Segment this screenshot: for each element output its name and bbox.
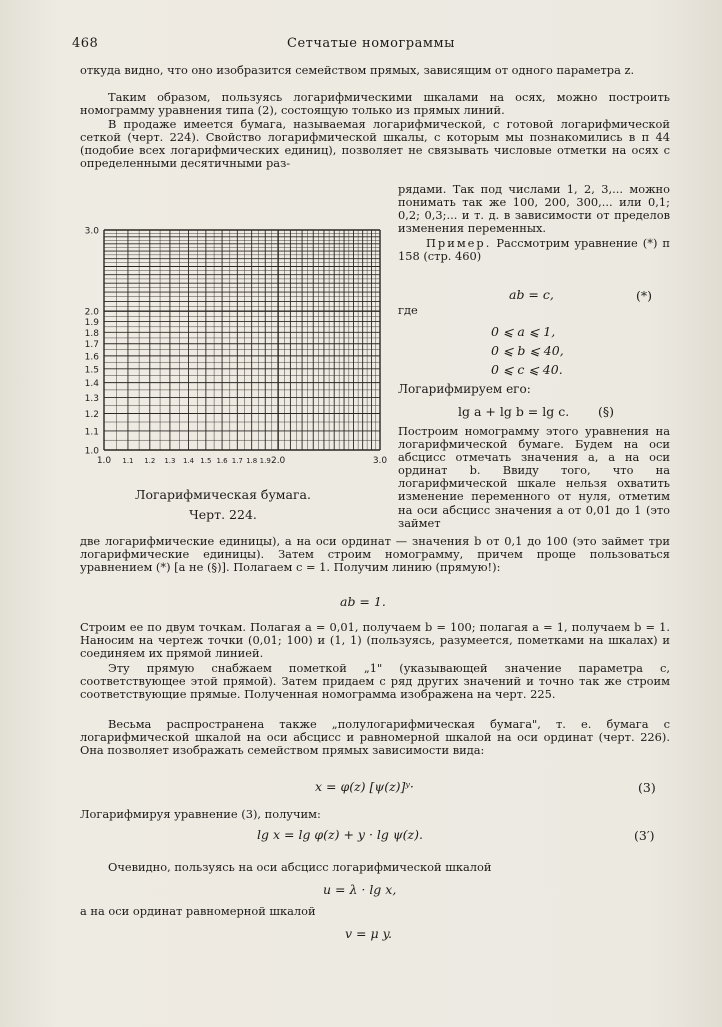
example-word: Пример.: [426, 236, 492, 250]
log-grid: [104, 230, 380, 450]
y-tick-label: 3.0: [84, 226, 99, 237]
y-tick-label: 1.8: [84, 328, 99, 339]
x-tick-labels: [97, 456, 388, 466]
inequality-c: 0 ⩽ c ⩽ 40.: [491, 362, 563, 377]
x-tick-label: 1.4: [182, 457, 195, 465]
y-tick-label: 1.1: [84, 427, 99, 438]
paragraph-8: Логарифмируя уравнение (3), получим:: [80, 807, 321, 821]
y-tick-label: 1.7: [84, 340, 99, 351]
log-intro: Логарифмируем его:: [398, 382, 531, 396]
paragraph-3: В продаже имеется бумага, называемая логарифмической, с готовой логарифмической сеткой (черт. 224). Свойство логарифмической шкалы, с которым мы познакомились в п 44 (подобие всех логарифмических единиц), позволяет не связывать числовые отметки на осях с определенными десятичными раз-: [80, 117, 670, 171]
formula-ab-c: ab = c,: [509, 287, 554, 302]
paragraph-4: две логарифмические единицы), а на оси ординат — значения b от 0,1 до 100 (это займет три логарифмические единицы). Затем строим номограмму, причем проще пользоваться уравнением (*) [а не (§)]. Полагаем c = 1. Получим линию (прямую!):: [80, 534, 670, 575]
figure-label: Черт. 224.: [189, 507, 257, 522]
x-tick-label: 1.7: [231, 457, 243, 465]
y-tick-label: 1.9: [84, 317, 99, 328]
y-tick-label: 2.0: [84, 307, 99, 318]
x-tick-label: 1.2: [144, 457, 156, 465]
x-tick-label: 3.0: [372, 456, 388, 466]
formula-u: u = λ · lg x,: [323, 882, 397, 897]
paragraph-9: Очевидно, пользуясь на оси абсцисс логарифмической шкалой: [108, 860, 492, 874]
inequality-a: 0 ⩽ a ⩽ 1,: [491, 324, 556, 339]
example-paragraph: [398, 237, 670, 263]
paragraph-6: Эту прямую снабжаем пометкой „1" (указывающей значение параметра c, соответствующее этой прямой). Затем придаем c ряд других значений и точно так же строим соответствующие прямые. Полученная номограмма изображена на черт. 225.: [80, 661, 670, 702]
formula-number-section: (§): [598, 404, 615, 419]
y-tick-labels: [85, 227, 100, 457]
formula-number-3: (3): [638, 780, 656, 795]
running-title: Сетчатые номограммы: [287, 36, 455, 51]
y-tick-label: 1.6: [84, 352, 99, 363]
x-tick-label: 1.0: [96, 456, 112, 466]
y-tick-label: 1.2: [84, 409, 99, 420]
formula-v: v = μ y.: [345, 926, 392, 941]
y-tick-label: 1.3: [84, 393, 99, 404]
y-tick-label: 1.0: [84, 446, 99, 457]
x-tick-label: 1.8: [246, 457, 258, 465]
paragraph-5: Строим ее по двум точкам. Полагая a = 0,01, получаем b = 100; полагая a = 1, получаем b = 1. Наносим на чертеж точки (0,01; 100) и (1, 1) (пользуясь, разумеется, пометками на шкалах) и соединяем их прямой линией.: [80, 620, 670, 661]
where-label: где: [398, 303, 418, 317]
formula-log: lg a + lg b = lg c.: [458, 404, 570, 419]
paragraph-10: а на оси ординат равномерной шкалой: [80, 904, 316, 918]
x-tick-label: 2.0: [270, 456, 286, 466]
y-tick-label: 1.5: [84, 365, 99, 376]
figure-caption: Логарифмическая бумага.: [135, 487, 311, 502]
page-header: [72, 36, 672, 56]
formula-number-star: (*): [636, 288, 653, 303]
formula-number-3-prime: (3′): [634, 828, 655, 843]
formula-ab-1: ab = 1.: [340, 594, 386, 609]
log-paper-figure: [80, 222, 392, 482]
x-tick-label: 1.3: [164, 457, 176, 465]
y-tick-label: 1.4: [84, 379, 99, 390]
paragraph-1: откуда видно, что оно изобразится семейством прямых, зависящим от одного параметра z.: [80, 63, 635, 77]
inequality-b: 0 ⩽ b ⩽ 40,: [491, 343, 564, 358]
paragraph-7: Весьма распространена также „полулогарифмическая бумага", т. е. бумага с логарифмической шкалой на оси абсцисс и равномерной шкалой на оси ординат (черт. 226). Она позволяет изображать семейством прямых зависимости вида:: [80, 717, 670, 758]
x-tick-label: 1.9: [259, 457, 271, 465]
formula-3: x = φ(z) [ψ(z)]ʸ·: [315, 779, 414, 794]
paragraph-2: Таким образом, пользуясь логарифмическими шкалами на осях, можно построить номограмму уравнения типа (2), состоящую только из прямых линий.: [80, 90, 670, 118]
formula-3-prime: lg x = lg φ(z) + y · lg ψ(z).: [257, 827, 423, 842]
paragraph-3-continued: рядами. Так под числами 1, 2, 3,... можно понимать так же 100, 200, 300,... или 0,1; 0,2; 0,3;... и т. д. в зависимости от пределов изменения переменных.: [398, 182, 670, 236]
x-tick-label: 1.5: [200, 457, 212, 465]
example-text: Рассмотрим уравнение (*) п 158 (стр. 460): [398, 236, 670, 264]
page-number: 468: [72, 36, 99, 51]
x-tick-label: 1.1: [122, 457, 134, 465]
x-tick-label: 1.6: [216, 457, 228, 465]
build-paragraph: Построим номограмму этого уравнения на логарифмической бумаге. Будем на оси абсцисс отмечать значения a, а на оси ординат b. Ввиду того, что на логарифмической шкале нельзя охватить изменение переменного от нуля, отметим на оси абсцисс значения a от 0,01 до 1 (это займет: [398, 424, 670, 530]
